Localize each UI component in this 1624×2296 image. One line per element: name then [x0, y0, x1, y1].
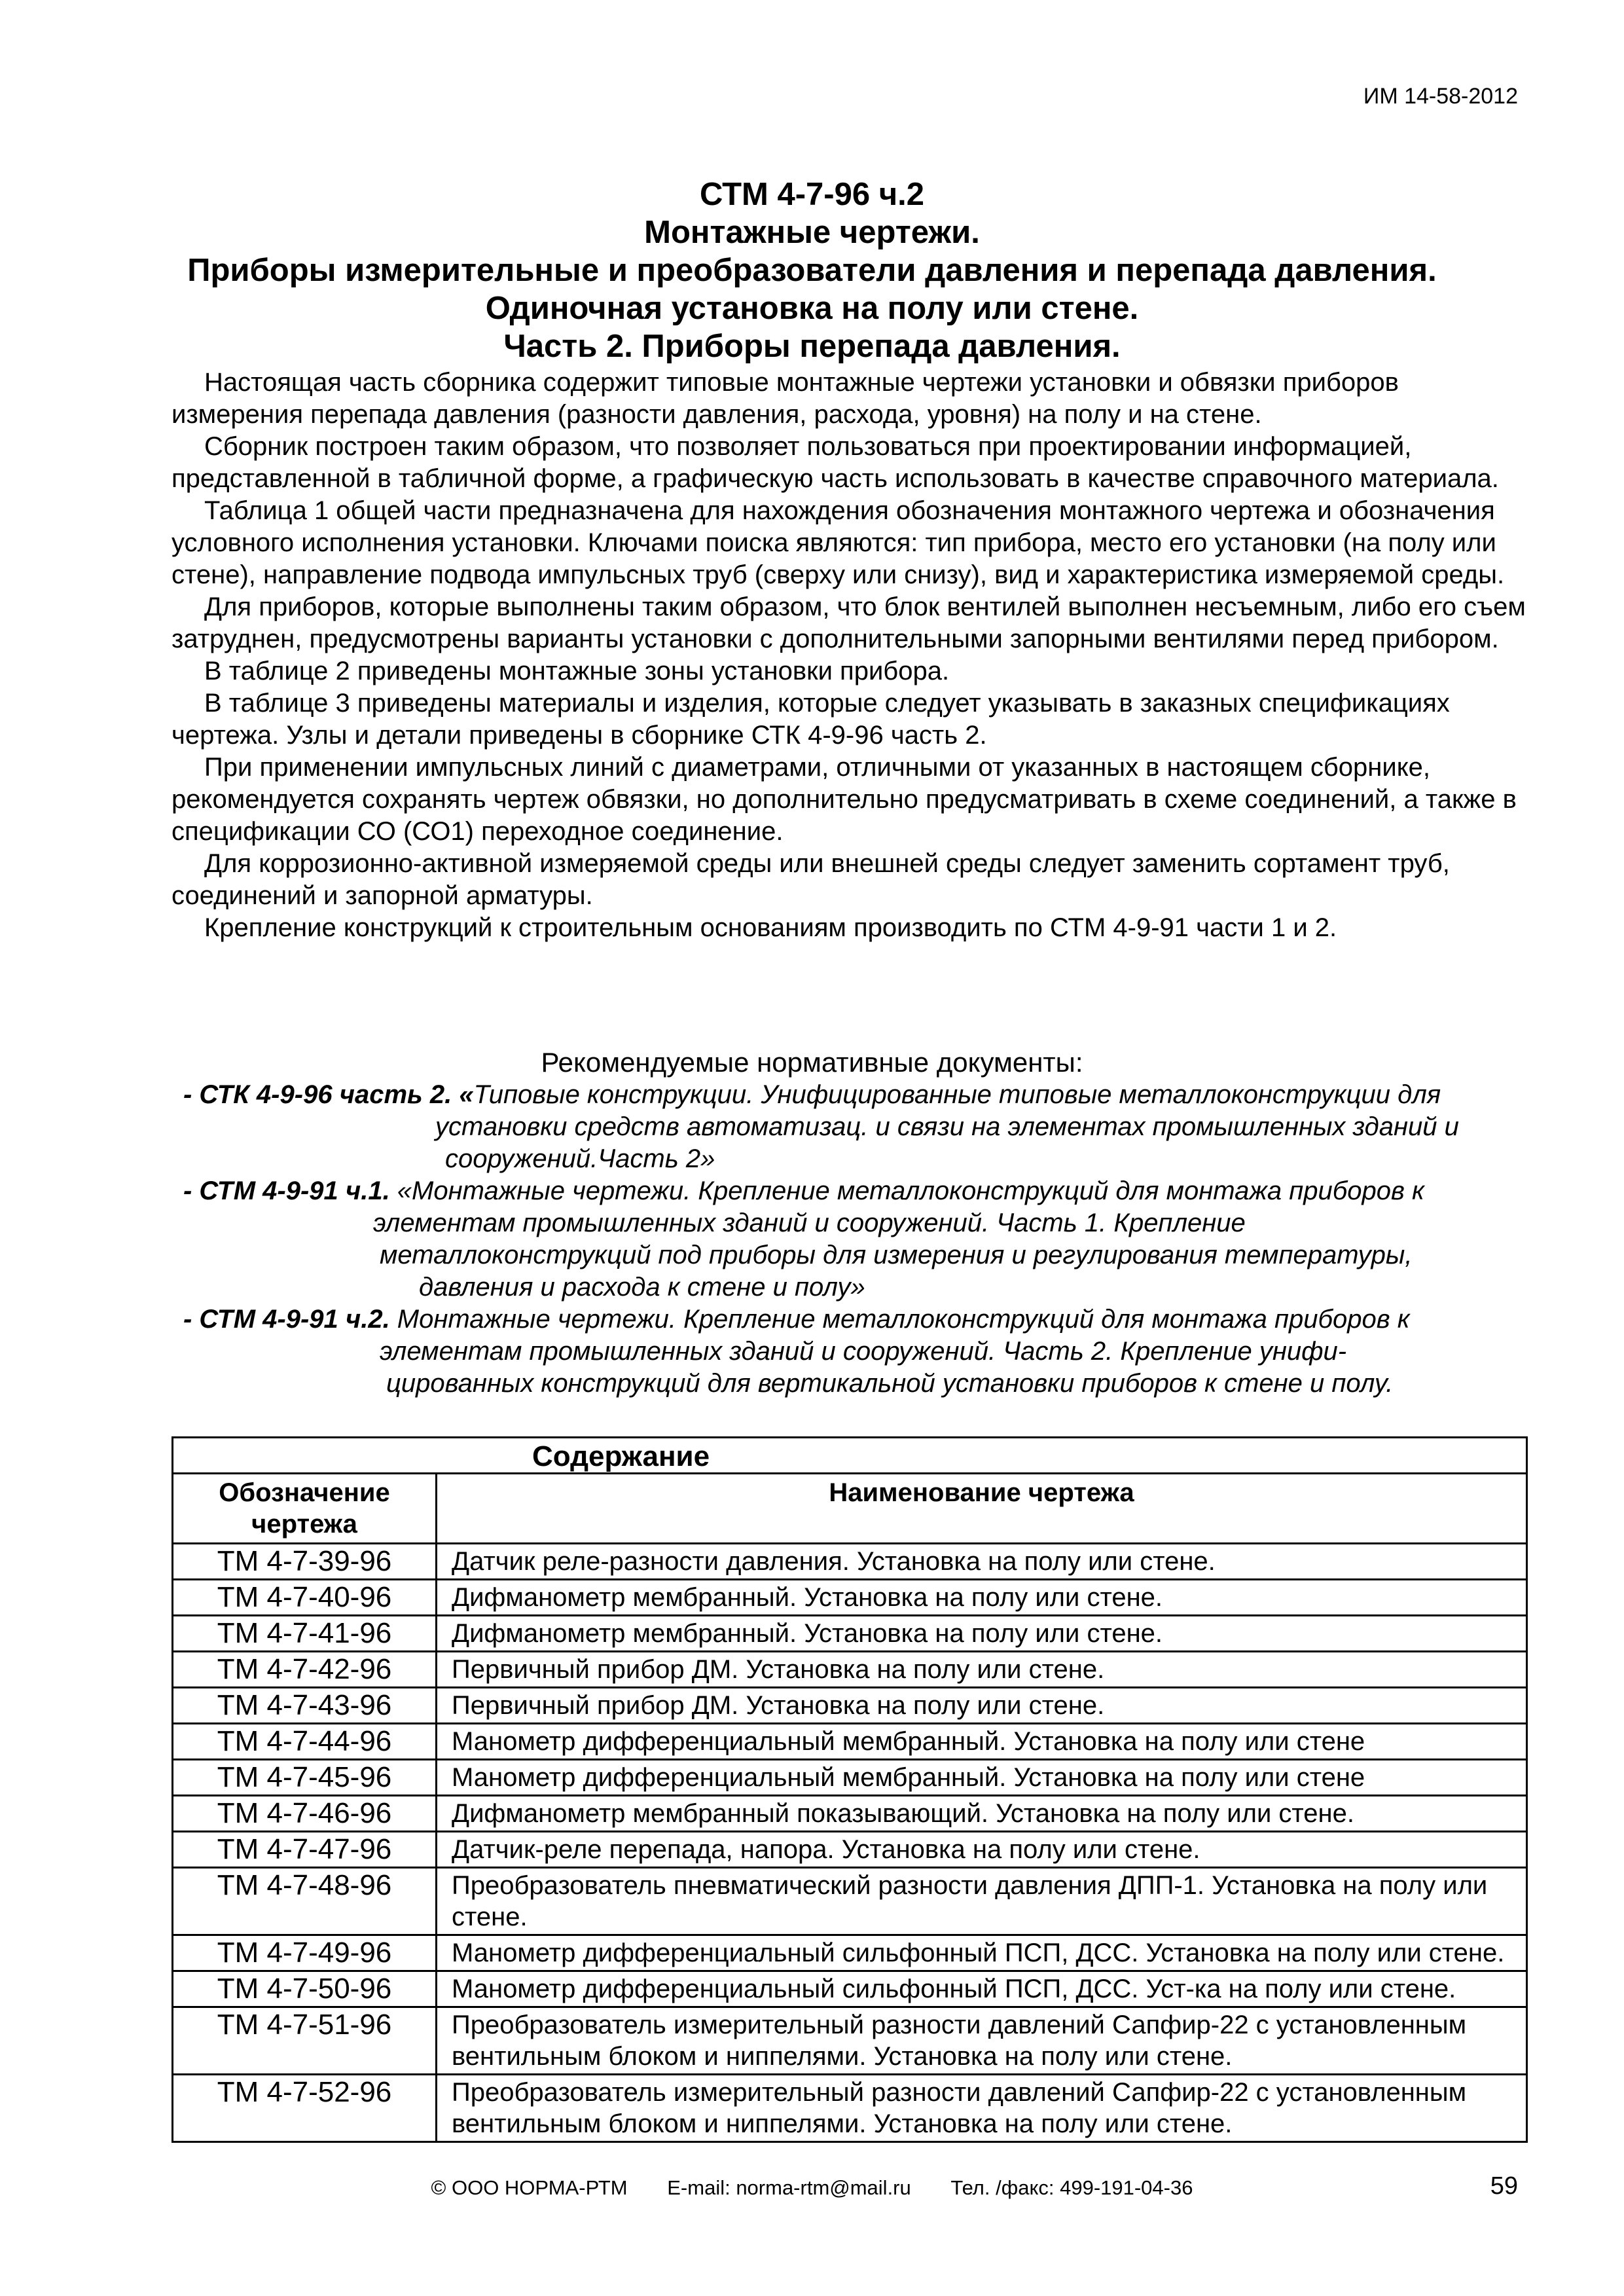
- drawing-code: ТМ 4-7-52-96: [173, 2075, 437, 2142]
- intro-text: [171, 367, 1528, 944]
- drawing-name: Манометр дифференциальный сильфонный ПСП, ДСС. Уст-ка на полу или стене.: [437, 1971, 1527, 2007]
- reference-text: цированных конструкций для вертикальной установки приборов к стене и полу.: [386, 1369, 1394, 1398]
- drawing-code: ТМ 4-7-49-96: [173, 1935, 437, 1971]
- table-row: [173, 2007, 1527, 2075]
- title-line-2: Монтажные чертежи.: [644, 215, 980, 250]
- footer-company: © ООО НОРМА-РТМ: [431, 2176, 628, 2199]
- drawing-code: ТМ 4-7-40-96: [173, 1580, 437, 1616]
- drawing-name: Манометр дифференциальный мембранный. Установка на полу или стене: [437, 1724, 1527, 1760]
- reference-text: давления и расхода к стене и полу»: [419, 1273, 865, 1302]
- table-row: [173, 1796, 1527, 1832]
- table-row: [173, 1971, 1527, 2007]
- drawing-name: Первичный прибор ДМ. Установка на полу или стене.: [437, 1688, 1527, 1724]
- reference-text: «Монтажные чертежи. Крепление металлоконструкций для монтажа приборов к: [389, 1176, 1424, 1205]
- drawing-name: Преобразователь пневматический разности давления ДПП-1. Установка на полу или стене.: [437, 1868, 1527, 1935]
- drawing-name: Дифманометр мембранный. Установка на полу или стене.: [437, 1580, 1527, 1616]
- reference-item: [183, 1175, 1538, 1303]
- drawing-code: ТМ 4-7-48-96: [173, 1868, 437, 1935]
- table-row: [173, 1832, 1527, 1868]
- drawing-code: ТМ 4-7-46-96: [173, 1796, 437, 1832]
- table-row: [173, 1652, 1527, 1688]
- references-list: [183, 1079, 1538, 1400]
- intro-paragraph: Крепление конструкций к строительным основаниям производить по СТМ 4-9-91 части 1 и 2.: [204, 913, 1337, 942]
- drawing-name: Дифманометр мембранный показывающий. Установка на полу или стене.: [437, 1796, 1527, 1832]
- reference-text: сооружений.Часть 2»: [445, 1144, 715, 1173]
- reference-item: [183, 1079, 1538, 1175]
- drawing-code: ТМ 4-7-44-96: [173, 1724, 437, 1760]
- table-row: [173, 1580, 1527, 1616]
- table-row: [173, 1616, 1527, 1652]
- title-line-3: Приборы измерительные и преобразователи давления и перепада давления.: [187, 253, 1437, 288]
- drawing-code: ТМ 4-7-39-96: [173, 1544, 437, 1580]
- drawing-name: Преобразователь измерительный разности давлений Сапфир-22 с установленным вентильным блоком и ниппелями. Установка на полу или стене.: [437, 2075, 1527, 2142]
- reference-text: Монтажные чертежи. Крепление металлоконструкций для монтажа приборов к: [389, 1305, 1410, 1334]
- intro-paragraph: В таблице 2 приведены монтажные зоны установки прибора.: [204, 657, 950, 685]
- drawing-code: ТМ 4-7-41-96: [173, 1616, 437, 1652]
- table-row: [173, 1724, 1527, 1760]
- table-row: [173, 1544, 1527, 1580]
- table-row: [173, 1935, 1527, 1971]
- intro-paragraph: Настоящая часть сборника содержит типовые монтажные чертежи установки и обвязки приборов измерения перепада давления (разности давления, расхода, уровня) на полу и на стене.: [171, 368, 1399, 429]
- drawing-code: ТМ 4-7-42-96: [173, 1652, 437, 1688]
- reference-code: - СТК 4-9-96 часть 2. «: [183, 1080, 474, 1109]
- column-header-code: Обозначение чертежа: [173, 1474, 437, 1544]
- intro-paragraph: Сборник построен таким образом, что позволяет пользоваться при проектировании информацией, представленной в табличной форме, а графическую часть использовать в качестве справочного материала.: [171, 432, 1499, 493]
- drawing-code: ТМ 4-7-51-96: [173, 2007, 437, 2075]
- title-line-4: Одиночная установка на полу или стене.: [485, 291, 1139, 326]
- drawing-name: Первичный прибор ДМ. Установка на полу или стене.: [437, 1652, 1527, 1688]
- footer-phone: Тел. /факс: 499-191-04-36: [950, 2176, 1193, 2199]
- reference-text: металлоконструкций под приборы для измерения и регулирования температуры,: [380, 1241, 1413, 1269]
- page-footer: [0, 2176, 1624, 2200]
- reference-text: установки средств автоматизац. и связи на элементах промышленных зданий и: [435, 1112, 1459, 1141]
- reference-code: - СТМ 4-9-91 ч.2.: [183, 1305, 390, 1334]
- drawing-name: Манометр дифференциальный сильфонный ПСП, ДСС. Установка на полу или стене.: [437, 1935, 1527, 1971]
- drawing-name: Преобразователь измерительный разности давлений Сапфир-22 с установленным вентильным блоком и ниппелями. Установка на полу или стене.: [437, 2007, 1527, 2075]
- reference-code: - СТМ 4-9-91 ч.1.: [183, 1176, 390, 1205]
- intro-paragraph: При применении импульсных линий с диаметрами, отличными от указанных в настоящем сборнике, рекомендуется сохранять чертеж обвязки, но дополнительно предусматривать в схеме соединений, а также в спецификации СО (СО1) переходное соединение.: [171, 753, 1517, 846]
- title-line-5: Часть 2. Приборы перепада давления.: [503, 329, 1121, 364]
- reference-item: [183, 1303, 1538, 1400]
- contents-caption: Содержание: [173, 1438, 1527, 1474]
- title-line-1: СТМ 4-7-96 ч.2: [699, 177, 925, 212]
- drawing-code: ТМ 4-7-45-96: [173, 1760, 437, 1796]
- column-header-name: Наименование чертежа: [437, 1474, 1527, 1544]
- drawing-name: Дифманометр мембранный. Установка на полу или стене.: [437, 1616, 1527, 1652]
- table-row: [173, 1868, 1527, 1935]
- reference-text: Типовые конструкции. Унифицированные типовые металлоконструкции для: [473, 1080, 1441, 1109]
- drawing-name: Датчик-реле перепада, напора. Установка на полу или стене.: [437, 1832, 1527, 1868]
- page-number: 59: [1490, 2172, 1518, 2200]
- reference-text: элементам промышленных зданий и сооружений. Часть 1. Крепление: [373, 1209, 1246, 1237]
- table-row: [173, 2075, 1527, 2142]
- footer-email: E-mail: norma-rtm@mail.ru: [667, 2176, 911, 2199]
- contents-table: [171, 1436, 1528, 2143]
- references-heading: Рекомендуемые нормативные документы:: [541, 1047, 1083, 1078]
- table-row: [173, 1688, 1527, 1724]
- intro-paragraph: Для приборов, которые выполнены таким образом, что блок вентилей выполнен несъемным, либо его съем затруднен, предусмотрены варианты установки с дополнительными запорными вентилями перед прибором.: [171, 592, 1526, 653]
- intro-paragraph: Таблица 1 общей части предназначена для нахождения обозначения монтажного чертежа и обозначения условного исполнения установки. Ключами поиска являются: тип прибора, место его установки (на полу или стене), направление подвода импульсных труб (сверху или снизу), вид и характеристика измеряемой среды.: [171, 496, 1505, 589]
- drawing-name: Датчик реле-разности давления. Установка на полу или стене.: [437, 1544, 1527, 1580]
- reference-text: элементам промышленных зданий и сооружений. Часть 2. Крепление унифи-: [380, 1337, 1347, 1366]
- drawing-code: ТМ 4-7-50-96: [173, 1971, 437, 2007]
- title-block: [131, 175, 1493, 365]
- drawing-code: ТМ 4-7-47-96: [173, 1832, 437, 1868]
- intro-paragraph: В таблице 3 приведены материалы и изделия, которые следует указывать в заказных спецификациях чертежа. Узлы и детали приведены в сборнике СТК 4-9-96 часть 2.: [171, 689, 1450, 750]
- drawing-code: ТМ 4-7-43-96: [173, 1688, 437, 1724]
- document-code: ИМ 14-58-2012: [1363, 84, 1518, 109]
- intro-paragraph: Для коррозионно-активной измеряемой среды или внешней среды следует заменить сортамент труб, соединений и запорной арматуры.: [171, 849, 1450, 910]
- drawing-name: Манометр дифференциальный мембранный. Установка на полу или стене: [437, 1760, 1527, 1796]
- table-row: [173, 1760, 1527, 1796]
